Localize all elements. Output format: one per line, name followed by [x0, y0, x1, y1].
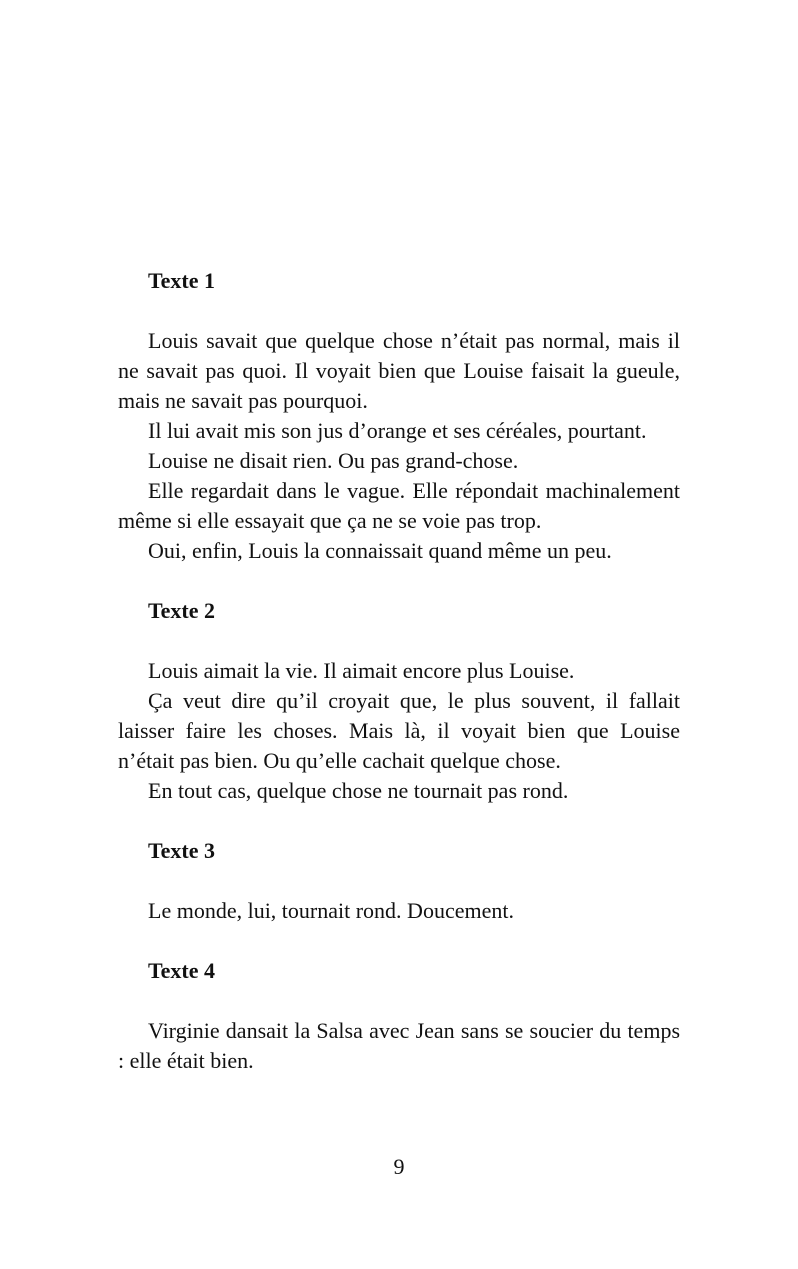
paragraph: Louis aimait la vie. Il aimait encore plus Louise.: [148, 658, 575, 683]
section-texte-4: [118, 956, 680, 1076]
section-texte-2: [118, 596, 680, 806]
paragraph: Virginie dansait la Salsa avec Jean sans se soucier du temps : elle était bien.: [118, 1018, 680, 1073]
page-body: [118, 266, 680, 1076]
page-number: 9: [393, 1154, 405, 1179]
section-texte-3: [118, 836, 680, 926]
section-heading: Texte 3: [148, 838, 216, 863]
section-heading: Texte 1: [148, 268, 216, 293]
paragraph: En tout cas, quelque chose ne tournait pas rond.: [148, 778, 569, 803]
paragraph: Louise ne disait rien. Ou pas grand-chose.: [148, 448, 519, 473]
paragraph: Le monde, lui, tournait rond. Doucement.: [148, 898, 514, 923]
paragraph: Oui, enfin, Louis la connaissait quand même un peu.: [148, 538, 612, 563]
paragraph: Il lui avait mis son jus d’orange et ses céréales, pourtant.: [148, 418, 647, 443]
section-texte-1: [118, 266, 680, 566]
section-heading: Texte 2: [148, 598, 216, 623]
paragraph: Elle regardait dans le vague. Elle répondait machinalement même si elle essayait que ça ne se voie pas trop.: [118, 478, 680, 533]
paragraph: Ça veut dire qu’il croyait que, le plus souvent, il fallait laisser faire les choses. Mais là, il voyait bien que Louise n’était pas bien. Ou qu’elle cachait quelque chose.: [118, 688, 680, 773]
paragraph: Louis savait que quelque chose n’était pas normal, mais il ne savait pas quoi. Il voyait bien que Louise faisait la gueule, mais ne savait pas pourquoi.: [118, 328, 680, 413]
section-heading: Texte 4: [148, 958, 216, 983]
